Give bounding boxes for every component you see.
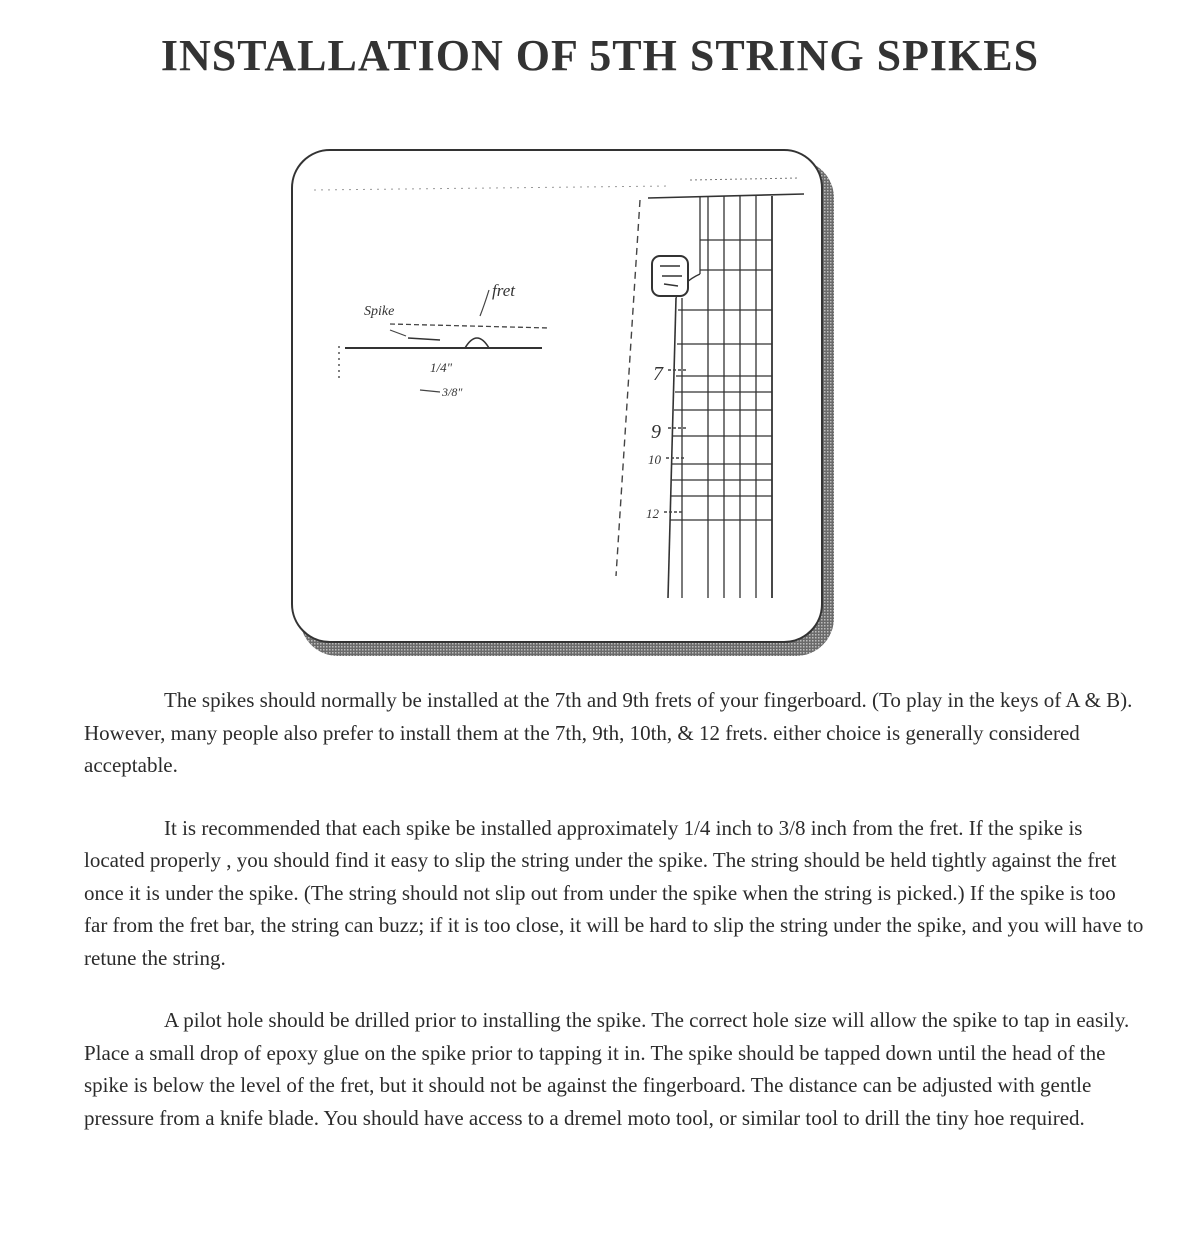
frame-border [292,150,822,642]
fret-number-7: 7 [653,363,663,385]
paragraph-fret-positions: The spikes should normally be installed at the 7th and 9th frets of your fingerboard. (To play in the keys of A & B). However, many people also prefer to install them at the 7th, 9th, 10th, & 12 frets. either choice is generally considered acceptable. [84,688,1133,777]
fret-number-9: 9 [651,421,661,443]
paragraph-spike-distance: It is recommended that each spike be installed approximately 1/4 inch to 3/8 inch from the fret. If the spike is located properly , you should find it easy to slip the string under the spike. The string should be held tightly against the fret once it is under the spike. (The string should not slip out from under the spike when the string is picked.) If the spike is too far from the fret bar, the string can buzz; if it is too close, it will be hard to slip the string under the spike, and you will have to retune the string. [84,815,1144,970]
spike-diagram [290,148,838,660]
fret-number-12: 12 [646,506,659,521]
distance-label: 1/4" [430,360,453,375]
spike-label: Spike [364,304,395,319]
paragraph-pilot-hole: A pilot hole should be drilled prior to installing the spike. The correct hole size will allow the spike to tap in easily. Place a small drop of epoxy glue on the spike prior to tapping it in. The spike should be tapped down until the head of the spike is below the level of the fret, but it should not be against the fingerboard. The distance can be adjusted with gentle pressure from a knife blade. You should have access to a dremel moto tool, or similar tool to drill the tiny hoe required. [84,1008,1130,1130]
fret-label: fret [492,281,515,300]
fret-number-10: 10 [648,452,661,467]
distance-label-alt: 3/8" [442,385,463,399]
page-title: INSTALLATION OF 5TH STRING SPIKES [160,31,1040,80]
instruction-body [84,684,1144,1164]
